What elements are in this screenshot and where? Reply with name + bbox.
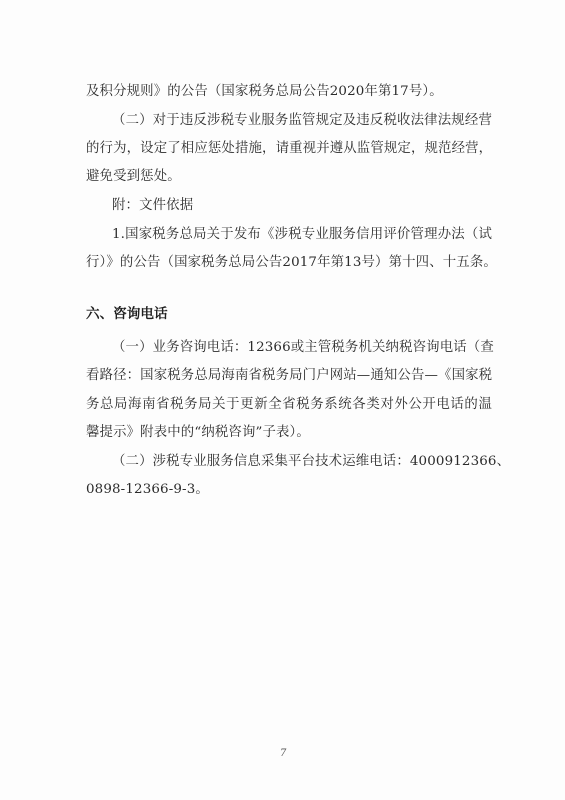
text-line: 附：文件依据	[112, 198, 194, 213]
text-line: 务总局海南省税务局关于更新全省税务系统各类对外公开电话的温	[86, 397, 492, 412]
text-line: 0898-12366-9-3。	[86, 482, 209, 497]
text-line: （二）涉税专业服务信息采集平台技术运维电话：4000912366、	[112, 454, 511, 469]
text-line: 及积分规则》的公告（国家税务总局公告2020年第17号）。	[86, 84, 443, 99]
text-line: 1.国家税务总局关于发布《涉税专业服务信用评价管理办法（试	[112, 227, 492, 242]
text-line: 馨提示》附表中的“纳税咨询”子表）。	[86, 425, 310, 440]
section-heading: 六、咨询电话	[86, 306, 168, 322]
text-line: 的行为，设定了相应惩处措施，请重视并遵从监管规定，规范经营，	[86, 141, 493, 156]
text-line: 避免受到惩处。	[86, 169, 181, 184]
text-line: 行）》的公告（国家税务总局公告2017年第13号）第十四、十五条。	[86, 255, 497, 270]
text-line: （二）对于违反涉税专业服务监管规定及违反税收法律法规经营	[112, 113, 492, 128]
page-number: 7	[280, 748, 287, 759]
text-line: 看路径：国家税务总局海南省税务局门户网站—通知公告—《国家税	[86, 368, 493, 383]
text-line: （一）业务咨询电话：12366或主管税务机关纳税咨询电话（查	[112, 340, 494, 355]
